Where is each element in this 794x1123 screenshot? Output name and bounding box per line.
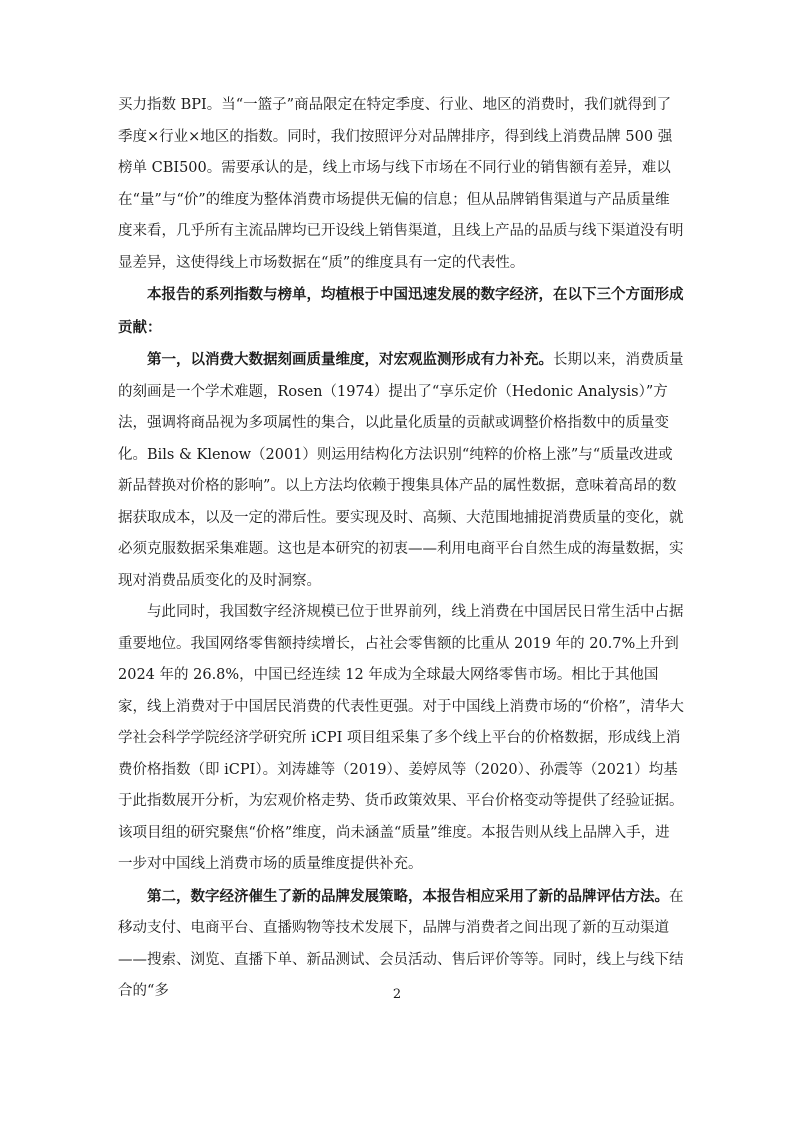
paragraph-5-lead: 第二，数字经济催生了新的品牌发展策略，本报告相应采用了新的品牌评估方法。 <box>147 887 669 905</box>
paragraph-3-text: 长期以来，消费质量的刻画是一个学术难题，Rosen（1974）提出了“享乐定价（Hedonic Analysis）”方法，强调将商品视为多项属性的集合，以此量化质量的贡献或调整价格指数中的质量变化。Bils & Klenow（2001）则运用结构化方法识别“纯粹的价格上涨”与“质量改进或新品替换对价格的影响”。以上方法均依赖于搜集具体产品的属性数据，意味着高昂的数据获取成本，以及一定的滞后性。要实现及时、高频、大范围地捕捉消费质量的变化，就必须克服数据采集难题。这也是本研究的初衷——利用电商平台自然生成的海量数据，实现对消费品质变化的及时洞察。 <box>118 352 684 589</box>
paragraph-4-text: 与此同时，我国数字经济规模已位于世界前列，线上消费在中国居民日常生活中占据重要地位。我国网络零售额持续增长，占社会零售额的比重从 2019 年的 20.7%上升到 2024 年的 26.8%，中国已经连续 12 年成为全球最大网络零售市场。相比于其他国家，线上消费对于中国居民消费的代表性更强。对于中国线上消费市场的“价格”，清华大学社会科学学院经济学研究所 iCPI 项目组采集了多个线上平台的价格数据，形成线上消费价格指数（即 iCPI）。刘涛雄等（2019）、姜婷凤等（2020）、孙震等（2021）均基于此指数展开分析，为宏观价格走势、货币政策效果、平台价格变动等提供了经验证据。该项目组的研究聚焦“价格”维度，尚未涵盖“质量”维度。本报告则从线上品牌入手，进一步对中国线上消费市场的质量维度提供补充。 <box>118 604 684 872</box>
paragraph-2-lead: 本报告的系列指数与榜单，均植根于中国迅速发展的数字经济，在以下三个方面形成贡献： <box>118 286 684 336</box>
paragraph-1 <box>118 90 684 279</box>
paragraph-3 <box>118 344 684 597</box>
paragraph-2 <box>118 279 684 344</box>
page-number: 2 <box>392 987 402 1002</box>
paragraph-4 <box>118 597 684 881</box>
paragraph-3-lead: 第一，以消费大数据刻画质量维度，对宏观监测形成有力补充。 <box>147 351 553 368</box>
document-body <box>118 90 684 1008</box>
paragraph-1-text: 买力指数 BPI。当“一篮子”商品限定在特定季度、行业、地区的消费时，我们就得到了季度×行业×地区的指数。同时，我们按照评分对品牌排序，得到线上消费品牌 500 强榜单 CBI500。需要承认的是，线上市场与线下市场在不同行业的销售额有差异，难以在“量”与“价”的维度为整体消费市场提供无偏的信息；但从品牌销售渠道与产品质量维度来看，几乎所有主流品牌均已开设线上销售渠道，且线上产品的品质与线下渠道没有明显差异，这使得线上市场数据在“质”的维度具有一定的代表性。 <box>118 97 684 271</box>
paragraph-5-text: 在移动支付、电商平台、直播购物等技术发展下，品牌与消费者之间出现了新的互动渠道——搜索、浏览、直播下单、新品测试、会员活动、售后评价等等。同时，线上与线下结合的“多 <box>118 888 684 999</box>
